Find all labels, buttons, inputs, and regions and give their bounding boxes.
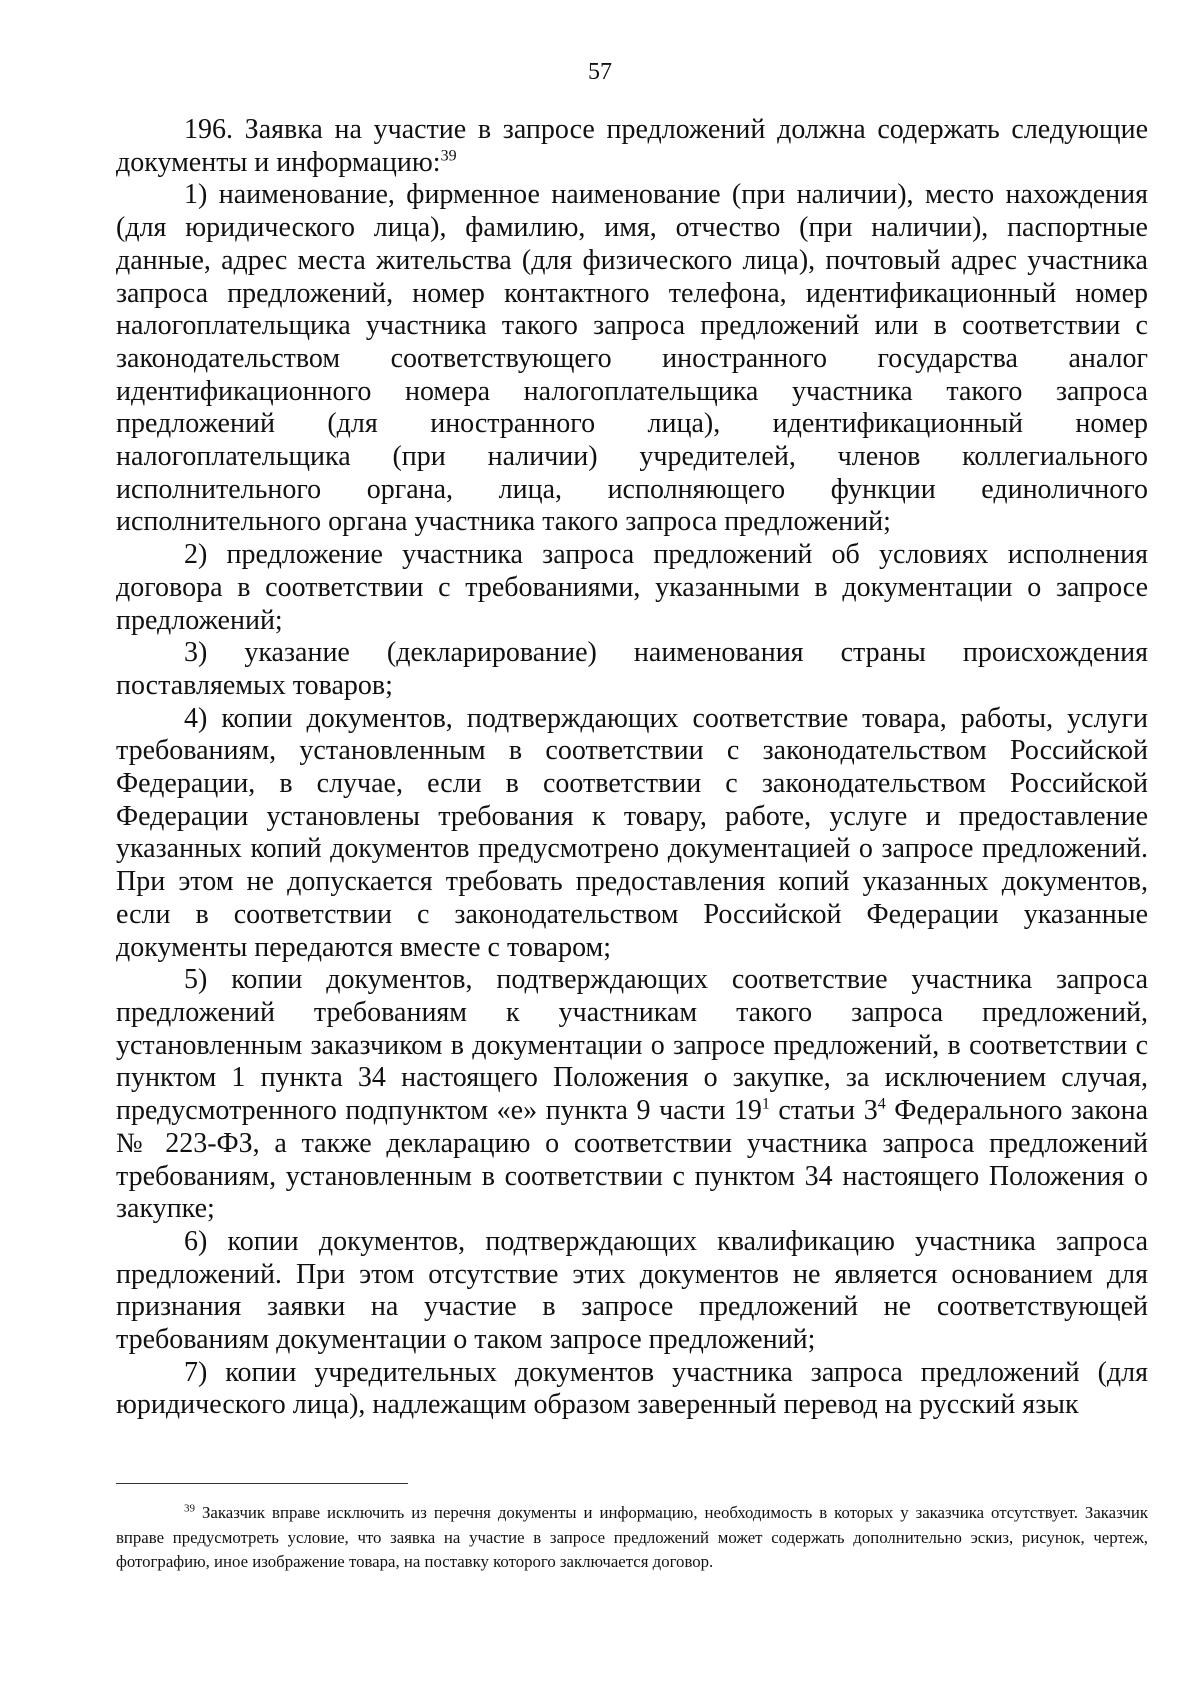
list-item-7 <box>116 1357 1148 1422</box>
paragraph-text: 196. Заявка на участие в запросе предложений должна содержать следующие документы и информацию: <box>116 114 1148 178</box>
footnote-reference: 39 <box>440 147 457 165</box>
paragraph-text: 4) копии документов, подтверждающих соответствие товара, работы, услуги требованиям, установленным в соответствии с законодательством Российской Федерации, в случае, если в соответствии с законодательством Российской Федерации установлены требования к товару, работе, услуге и предоставление указанных копий документов предусмотрено документацией о запросе предложений. При этом не допускается требовать предоставления копий указанных документов, если в соответствии с законодательством Российской Федерации указанные документы передаются вместе с товаром; <box>116 702 1148 963</box>
footnote-mark: 39 <box>184 1502 195 1515</box>
list-item-1 <box>116 179 1148 539</box>
footnote <box>116 1501 1148 1575</box>
paragraph-text: 6) копии документов, подтверждающих квалификацию участника запроса предложений. При этом отсутствие этих документов не является основанием для признания заявки на участие в запросе предложений не соответствующей требованиям документации о таком запросе предложений; <box>116 1225 1148 1356</box>
paragraph-text: 7) копии учредительных документов участника запроса предложений (для юридического лица), надлежащим образом заверенный перевод на русский язык <box>116 1356 1148 1421</box>
paragraph-text: 2) предложение участника запроса предложений об условиях исполнения договора в соответствии с требованиями, указанными в документации о запросе предложений; <box>116 539 1148 636</box>
paragraph-196 <box>116 114 1148 179</box>
list-item-4 <box>116 703 1148 965</box>
paragraph-text: статьи 3 <box>769 1095 878 1127</box>
list-item-3 <box>116 637 1148 702</box>
page-number: 57 <box>588 59 612 85</box>
footnote-text: Заказчик вправе исключить из перечня документы и информацию, необходимость в которых у заказчика отсутствует. Заказчик вправе предусмотреть условие, что заявка на участие в запросе предложений может содержать дополнительно эскиз, рисунок, чертеж, фотографию, иное изображение товара, на поставку которого заключается договор. <box>116 1503 1148 1571</box>
paragraph-text: 5) копии документов, подтверждающих соответствие участника запроса предложений требованиям к участникам такого запроса предложений, установленным заказчиком в документации о запросе предложений, в соответствии с пунктом 1 пункта 34 настоящего Положения о закупке, за исключением случая, предусмотренного подпунктом «е» пункта 9 части 19 <box>116 964 1148 1127</box>
paragraph-text: Федерального закона № 223-ФЗ, а также декларацию о соответствии участника запроса предложений требованиям, установленным в соответствии с пунктом 34 настоящего Положения о закупке; <box>116 1095 1148 1225</box>
paragraph-text: 3) указание (декларирование) наименования страны происхождения поставляемых товаров; <box>116 637 1148 701</box>
list-item-5 <box>116 964 1148 1226</box>
superscript: 1 <box>761 1095 770 1113</box>
superscript: 4 <box>877 1095 886 1113</box>
footnote-separator <box>116 1483 408 1484</box>
list-item-2 <box>116 539 1148 637</box>
document-body <box>116 114 1148 1422</box>
list-item-6 <box>116 1226 1148 1357</box>
paragraph-text: 1) наименование, фирменное наименование (при наличии), место нахождения (для юридического лица), фамилию, имя, отчество (при наличии), паспортные данные, адрес места жительства (для физического лица), почтовый адрес участника запроса предложений, номер контактного телефона, идентификационный номер налогоплательщика участника такого запроса предложений или в соответствии с законодательством соответствующего иностранного государства аналог идентификационного номера налогоплательщика участника такого запроса предложений (для иностранного лица), идентификационный номер налогоплательщика (при наличии) учредителей, членов коллегиального исполнительного органа, лица, исполняющего функции единоличного исполнительного органа участника такого запроса предложений; <box>116 179 1148 538</box>
